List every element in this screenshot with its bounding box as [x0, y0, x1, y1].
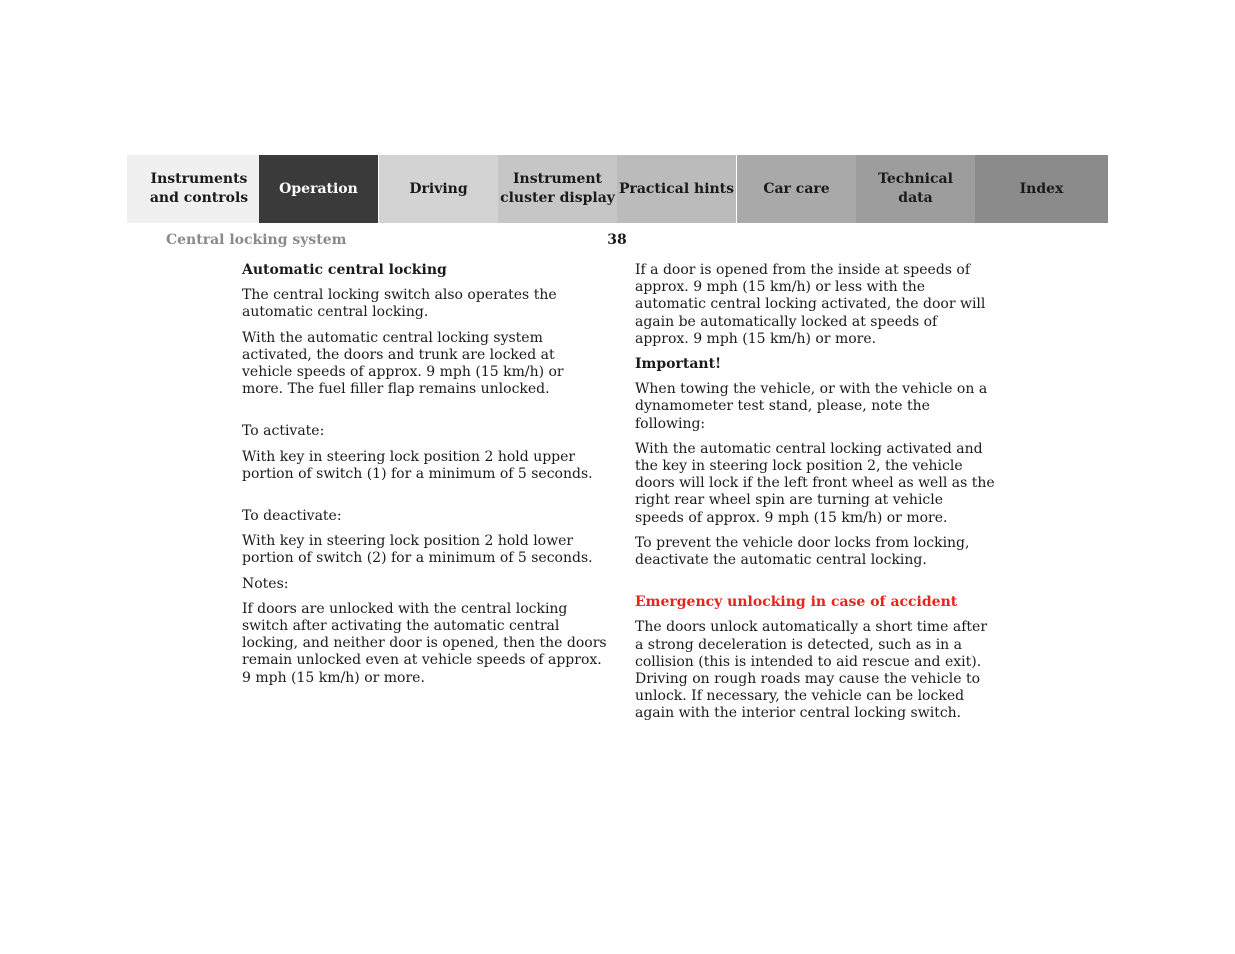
notes-label: Notes: — [242, 575, 289, 592]
spacer — [242, 491, 607, 508]
paragraph: The central locking switch also operates the automatic central locking. — [242, 287, 557, 321]
deactivate-label: To deactivate: — [242, 508, 342, 525]
spacer — [635, 577, 995, 594]
paragraph: To prevent the vehicle door locks from locking, deactivate the automatic central locking. — [635, 534, 970, 569]
tab-technical-data[interactable]: Technical data — [856, 155, 975, 223]
spacer — [242, 406, 607, 423]
tab-practical-hints[interactable]: Practical hints — [617, 155, 737, 223]
paragraph: The doors unlock automatically a short time after a strong deceleration is detected, such as in a collision (this is intended to aid rescue and exit). Driving on rough roads may cause the vehicle to unlock. If necessary, the vehicle can be locked again with the interior central locking switch. — [635, 619, 988, 722]
left-column — [242, 262, 607, 695]
tab-instruments-and-controls[interactable]: Instruments and controls — [127, 155, 259, 223]
activate-label: To activate: — [242, 423, 325, 440]
tab-driving[interactable]: Driving — [378, 155, 498, 223]
section-title: Central locking system — [166, 232, 347, 248]
chapter-tab-bar — [127, 155, 1108, 223]
tab-car-care[interactable]: Car care — [737, 155, 856, 223]
paragraph: With the automatic central locking activated and the key in steering lock position 2, the vehicle doors will lock if the left front wheel as well as the right rear wheel spin are turning at vehicle speeds of approx. 9 mph (15 km/h) or more. — [635, 440, 995, 526]
tab-operation[interactable]: Operation — [259, 155, 378, 223]
right-column — [635, 262, 995, 731]
activate-instructions: With key in steering lock position 2 hold upper portion of switch (1) for a minimum of 5 seconds. — [242, 448, 593, 482]
paragraph: If a door is opened from the inside at speeds of approx. 9 mph (15 km/h) or less with the automatic central locking activated, the door will again be automatically locked at speeds of approx. 9 mph (15 km/h) or more. — [635, 262, 986, 347]
emergency-unlocking-heading: Emergency unlocking in case of accident — [635, 594, 958, 611]
paragraph: When towing the vehicle, or with the vehicle on a dynamometer test stand, please, note the following: — [635, 381, 988, 432]
automatic-central-locking-heading: Automatic central locking — [242, 262, 447, 278]
notes-text: If doors are unlocked with the central locking switch after activating the automatic central locking, and neither door is opened, then the doors remain unlocked even at vehicle speeds of approx. 9 mph (15 km/h) or more. — [242, 600, 607, 686]
tab-index[interactable]: Index — [975, 155, 1108, 223]
page-number: 38 — [607, 232, 627, 248]
important-heading: Important! — [635, 356, 722, 373]
deactivate-instructions: With key in steering lock position 2 hold lower portion of switch (2) for a minimum of 5 seconds. — [242, 533, 593, 567]
tab-instrument-cluster-display[interactable]: Instrument cluster display — [498, 155, 617, 223]
paragraph: With the automatic central locking system activated, the doors and trunk are locked at vehicle speeds of approx. 9 mph (15 km/h) or more. The fuel filler flap remains unlocked. — [242, 329, 564, 398]
